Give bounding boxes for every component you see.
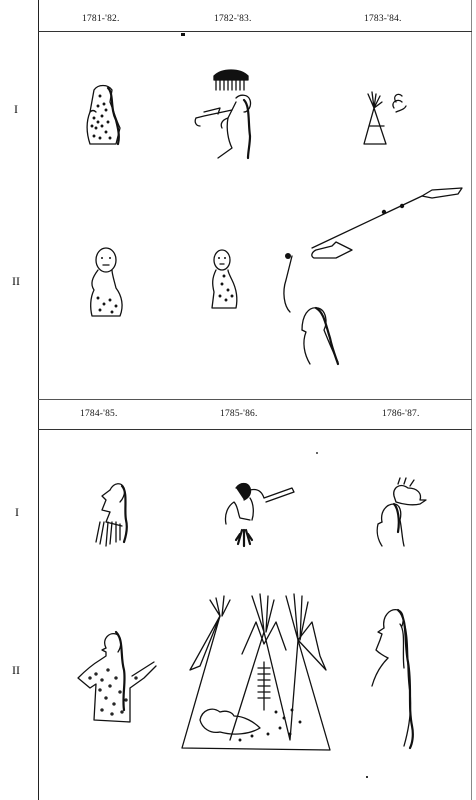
ink-speck (366, 776, 368, 778)
row-label: I (14, 102, 18, 116)
small-face-figure-drawing (208, 248, 244, 312)
face-figure-drawing (86, 244, 132, 320)
figure-with-bird-drawing (368, 474, 440, 552)
right-margin-rule (471, 0, 472, 800)
year-header: 1782-'83. (214, 14, 252, 24)
figure-with-fringe-drawing (92, 476, 142, 552)
year-header: 1784-'85. (80, 409, 118, 419)
row-label: II (12, 274, 20, 288)
comb-and-figure-drawing (188, 62, 268, 168)
row-label: II (12, 663, 20, 677)
year-header: 1785-'86. (220, 409, 258, 419)
dotted-robe-figure-drawing (72, 626, 168, 728)
ink-mark (181, 33, 185, 36)
three-tipis-with-figure-drawing (180, 594, 336, 760)
section-divider (38, 399, 472, 400)
left-margin-rule (38, 0, 39, 800)
year-header: 1783-'84. (364, 14, 402, 24)
year-header: 1786-'87. (382, 409, 420, 419)
header-rule (38, 31, 472, 32)
ink-speck (316, 452, 318, 454)
long-hair-figure-drawing (364, 602, 426, 750)
hooded-figure-drawing (80, 82, 126, 152)
header-rule (38, 429, 472, 430)
figure-with-pipe-and-small-object-drawing (214, 478, 298, 552)
tipi-with-feathers-drawing (356, 88, 414, 150)
figure-with-long-pipe-drawing (272, 182, 468, 374)
year-header: 1781-'82. (82, 14, 120, 24)
row-label: I (15, 505, 19, 519)
